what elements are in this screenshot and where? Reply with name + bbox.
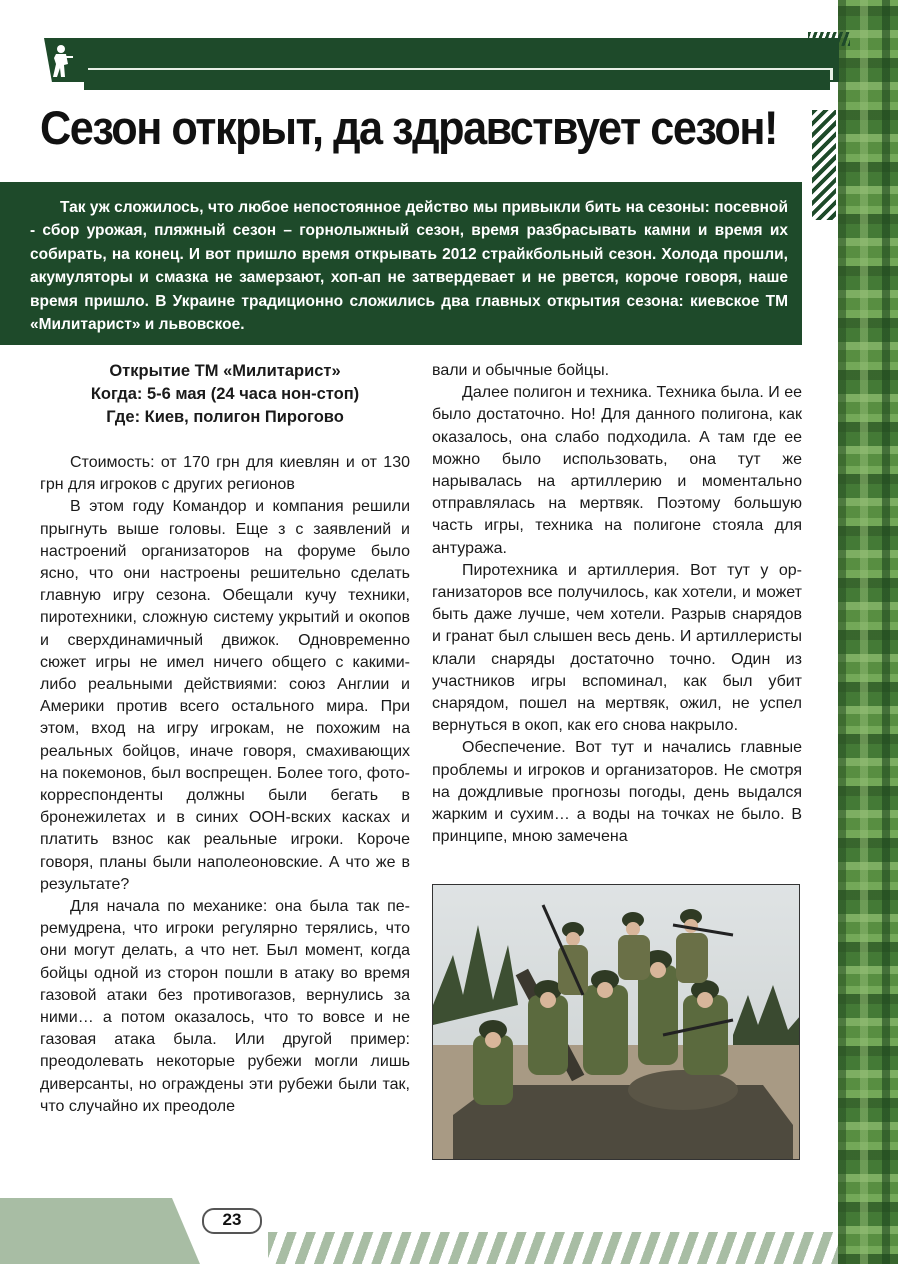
page-title: Сезон открыт, да здравствует сезон!: [40, 101, 777, 154]
right-column: [432, 360, 802, 848]
event-location: Где: Киев, полигон Пирогово: [106, 408, 344, 426]
footer-shape: [0, 1198, 200, 1264]
header-bar-lower: [84, 70, 830, 90]
body-paragraph-continuation: вали и обычные бойцы.: [432, 362, 610, 379]
lead-box: [0, 182, 802, 345]
header-dashes: [808, 32, 850, 46]
photo-illustration: [433, 885, 800, 1160]
event-name: Открытие ТМ «Милитарист»: [109, 362, 341, 380]
article-photo: [432, 884, 800, 1160]
body-paragraph: Для начала по механике: она была так перемудрена, что игроки регулярно терялись, что они могут делать, а что нет. Был момент, когда бойцы одной из сторон пошли в атаку во время газовой атаки без противогазов, вернулись за ними… а потом оказалось, что то вовсе и не газовая атака была. Или другой пример: преодолевать некоторые рубежи могли лишь диверсанты, но ограждены эти рубежи были так, что случайно их преодоле: [40, 898, 410, 1115]
decorative-stripes: [812, 110, 836, 220]
event-date: Когда: 5-6 мая (24 часа нон-стоп): [90, 385, 360, 403]
body-paragraph: Обеспечение. Вот тут и начались главные проблемы и игроков и организаторов. Не смотря на дождливые прогнозы погоды, день выдался жарким и сухим… а воды на точках не было. В принципе, мною замечена: [432, 739, 802, 846]
body-paragraph: Пиротехника и артиллерия. Вот тут у организаторов все получилось, как хотели, и может быть даже лучше, чем хотели. Разрыв снарядов и гранат был слышен весь день. И артиллеристы клали снаряды достаточно точно. Один из участников игры вспоминал, как был убит снарядом, пошел на мертвяк, ожил, не успел вернуться в окоп, как его снова накрыло.: [432, 561, 802, 735]
page-number: 23: [222, 1210, 242, 1229]
lead-paragraph: Так уж сложилось, что любое непостоянное действо мы привыкли бить на сезоны: посевной - сбор урожая, пляжный сезон – горнолыжный сезон, время разбрасывать камни и время их собирать, на конец. И вот пришло время открывать 2012 страйкбольный сезон. Холода прошли, акумуляторы и смазка не замерзают, хоп-ап не затвердевает и не рвется, короче говоря, наше время пришло. В Украине традиционно сложились два главных открытия сезона: киевское ТМ «Милитарист» и львовское.: [30, 199, 788, 334]
body-paragraph: Стоимость: от 170 грн для киевлян и от 130 грн для игроков с других регионов: [40, 454, 410, 494]
body-paragraph: Далее полигон и техника. Техника была. И ее было достаточно. Но! Для данного полигона, как оказалось, она слабо подходила. А там где ее можно было использовать, она тут же нарывалась на артиллерию и моментально отправлялась на мертвяк. Поэтому большую часть игры, техника на полигоне стояла для антуража.: [432, 384, 802, 557]
event-info: [40, 360, 410, 429]
left-column: [40, 452, 410, 1118]
body-paragraph: В этом году Командор и компания решили прыгнуть выше головы. Еще з с заявлений и настроений организаторов на форуме было ясно, что они настроены решительно сделать главную игру сезона. Обещали кучу техники, пиротехники, сложную систему укрытий и окопов и сверхдинамичный движок. Одновременно сюжет игры не имел ничего общего с какими-либо реальными действиями: союз Англии и Америки против всего остального мира. При этом, вход на игру игрокам, не похожим на реальных бойцов, иначе говоря, смахивающих на покемонов, был воспрещен. Более того, фотокорреспонденты должны были бегать в бронежилетах и в синих ООН-вских касках и платить взнос как реальные игроки. Короче говоря, планы были наполеоновские. А что же в результате?: [40, 498, 410, 893]
camo-side-strip: [838, 0, 898, 1264]
soldier-icon: [48, 44, 74, 78]
footer-stripes: [268, 1232, 838, 1264]
